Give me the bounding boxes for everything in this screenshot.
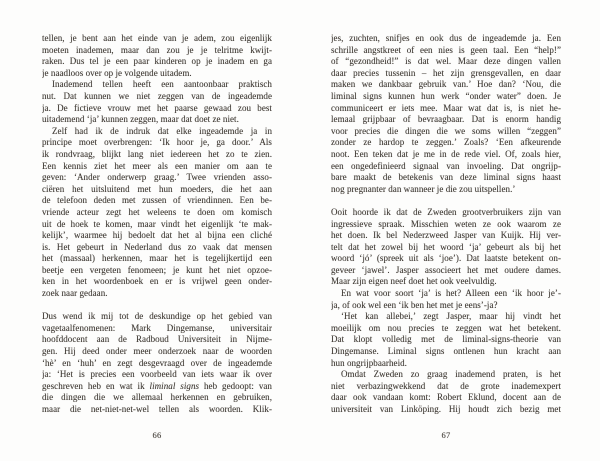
text-line: ciëren het uitsluitend met hun moeders, die het aan [42,183,272,194]
text-line: Ooit hoorde ik dat de Zweden grootverbruikers zijn van [331,206,561,217]
page-number-right: 67 [441,430,451,440]
text-line: uit de hoek te komen, maar vindt het eigenlijk ‘te mak- [42,218,272,229]
text-line: daar ook vandaan komt: Robert Eklund, docent aan de [331,392,561,403]
text-line: schrille angstkreet of een nies is geen taal. Een “help!” [331,44,561,55]
text-line: Dus wend ik mij tot de deskundige op het gebied van [42,311,272,322]
text-line: daar precies tussenin – het zijn grensgevallen, en daar [331,67,561,78]
text-line: Een kennis ziet het meer als een manier om aan te [42,160,272,171]
text-line: ja. De fictieve vrouw met het paarse gewaad zou best [42,102,272,113]
text-line: zoek naar gedaan. [42,288,108,299]
text-line: tellen, je bent aan het einde van je adem, zou eigenlijk [42,33,272,43]
text-line: moeten inademen, maar dan zou je je telritme kwijt- [42,44,272,55]
text-line: uitademend ‘ja’ kunnen zeggen, maar dat doet ze niet. [42,114,239,125]
text-line: principe moet overbrengen: ‘Ik hoor je, ga door.’ Als [42,137,272,148]
text-line: je naadloos over op je volgende uitadem. [42,67,192,78]
paragraph [331,207,561,288]
text-line: kelijk’, waarmee hij bedoelt dat het al bijna een cliché [42,230,272,241]
paragraph [331,311,561,369]
text-line: Maar zijn eigen neef doet het ook veelvuldig. [331,276,497,287]
text-line: telt dat het zowel bij het woord ‘ja’ gebeurt als bij het [331,241,561,252]
text-line: nog pregnanter dan wanneer je die zou uitspellen.’ [331,183,516,194]
paragraph [42,33,272,79]
text-line: communiceert er iets mee. Maar wat dat is, is niet he- [331,102,561,113]
text-line: liminal signs kunnen hun werk “onder water” doen. Je [331,90,561,101]
text-line: ja, of ook wel een ‘ik ben het met je eens’-ja? [331,299,498,310]
text-line: of “gezondheid!” is dat wel. Maar deze dingen vallen [331,56,561,67]
text-line: En wat voor soort ‘ja’ is het? Alleen een ‘ik hoor je’- [341,288,561,299]
text-line: lemaal grijpbaar of bevraagbaar. Dat is enorm handig [331,114,561,125]
paragraph [331,33,561,195]
text-line: Zelf had ik de indruk dat elke ingeademde ja in [52,125,272,136]
book-page-left [42,33,272,416]
text-line: ingressieve spraak. Misschien weten ze ook waarom ze [331,218,561,229]
text-line: moeilijk om nou precies te zeggen wat het betekent. [331,322,561,333]
text-line: geveer ‘jawel’. Jasper associeert het met oudere dames. [331,264,561,275]
text-line: universiteit van Linköping. Hij houdt zich bezig met [331,404,561,414]
paragraph [331,288,561,311]
text-line: is. Het gebeurt in Nederland dus zo vaak dat mensen [42,241,272,252]
text-line: maken we dankbaar gebruik van.’ Hoe dan? ‘Nou, die [331,79,561,90]
text-line: Omdat Zweden zo graag inademend praten, is het [341,369,561,380]
text-line: ‘hè’ en ‘huh’ en zegt desgevraagd over de ingeademde [42,357,272,368]
text-line: hoofddocent aan de Radboud Universiteit in Nijme- [42,334,272,345]
text-line: het (massaal) herkennen, maar het is tegelijkertijd een [42,253,272,264]
paragraph [331,369,561,415]
text-line: het doen. Ik bel Nederzweed Jasper van Kuijk. Hij ver- [331,230,561,241]
paragraph [42,79,272,125]
text-line: maar die net-niet-net-wel tellen als woorden. Klik- [42,404,272,414]
book-page-right [331,33,561,416]
text-line: Dat klopt volledig met de liminal-signs-theorie van [331,334,561,345]
text-line: gen. Hij deed onder meer onderzoek naar de woorden [42,346,272,357]
text-line: jes, zuchten, snifjes en ook dus de ingeademde ja. Een [331,33,561,43]
text-line: die dingen die we allemaal herkennen en gebruiken, [42,392,272,403]
text-line: nut. Dat kunnen we niet zeggen van de ingeademde [42,90,272,101]
text-line: ‘Het kan allebei,’ zegt Jasper, maar hij vindt het [341,311,561,322]
text-line: vagetaalfenomenen: Mark Dingemanse, universitair [42,322,272,333]
page-number-left: 66 [152,430,162,440]
text-line: hun ongrijpbaarheid. [331,357,407,368]
paragraph [42,126,272,300]
text-line: de telefoon deden met zussen of vriendinnen. Een be- [42,195,272,206]
text-line: geven: ‘Ander onderwerp graag.’ Twee vrienden asso- [42,172,272,183]
text-line: ik rondvraag, blijkt lang niet iedereen het zo te zien. [42,148,272,159]
text-line: woord ‘jó’ (spreek uit als ‘joe’). Dat laatste betekent on- [331,253,561,264]
text-line: ken in het woordenboek en er is vrijwel geen onder- [42,276,272,287]
paragraph [42,311,272,415]
text-line: ja: ‘Het is precies een voorbeeld van iets waar ik over [42,369,272,380]
text-line: Dingemanse. Liminal signs ontlenen hun kracht aan [331,346,561,357]
text-line: raken. Dus tel je een paar kinderen op je inadem en ga [42,56,272,67]
text-line: bare maakt de betekenis van deze liminal signs haast [331,172,561,183]
text-line: vriende acteur zegt het weleens te doen om komisch [42,206,272,217]
text-line: zonder ze hardop te zeggen.’ Zoals? ‘Een afkeurende [331,137,561,148]
text-line: beetje een vergeten fenomeen; je kunt het niet opzoe- [42,264,272,275]
text-line: een ongedefinieerd signaal van invoeling. Dat ongrijp- [331,160,561,171]
text-line: niet verbazingwekkend dat de grote inademexpert [331,380,561,391]
text-line: noot. Een teken dat je me in de rede viel. Of, zoals hier, [331,148,561,159]
text-line: voor precies die dingen die we soms willen “zeggen” [331,125,561,136]
text-line: Inademend tellen heeft een aantoonbaar praktisch [52,79,272,90]
text-line: geschreven heb en wat ik liminal signs heb gedoopt: van [42,380,272,391]
